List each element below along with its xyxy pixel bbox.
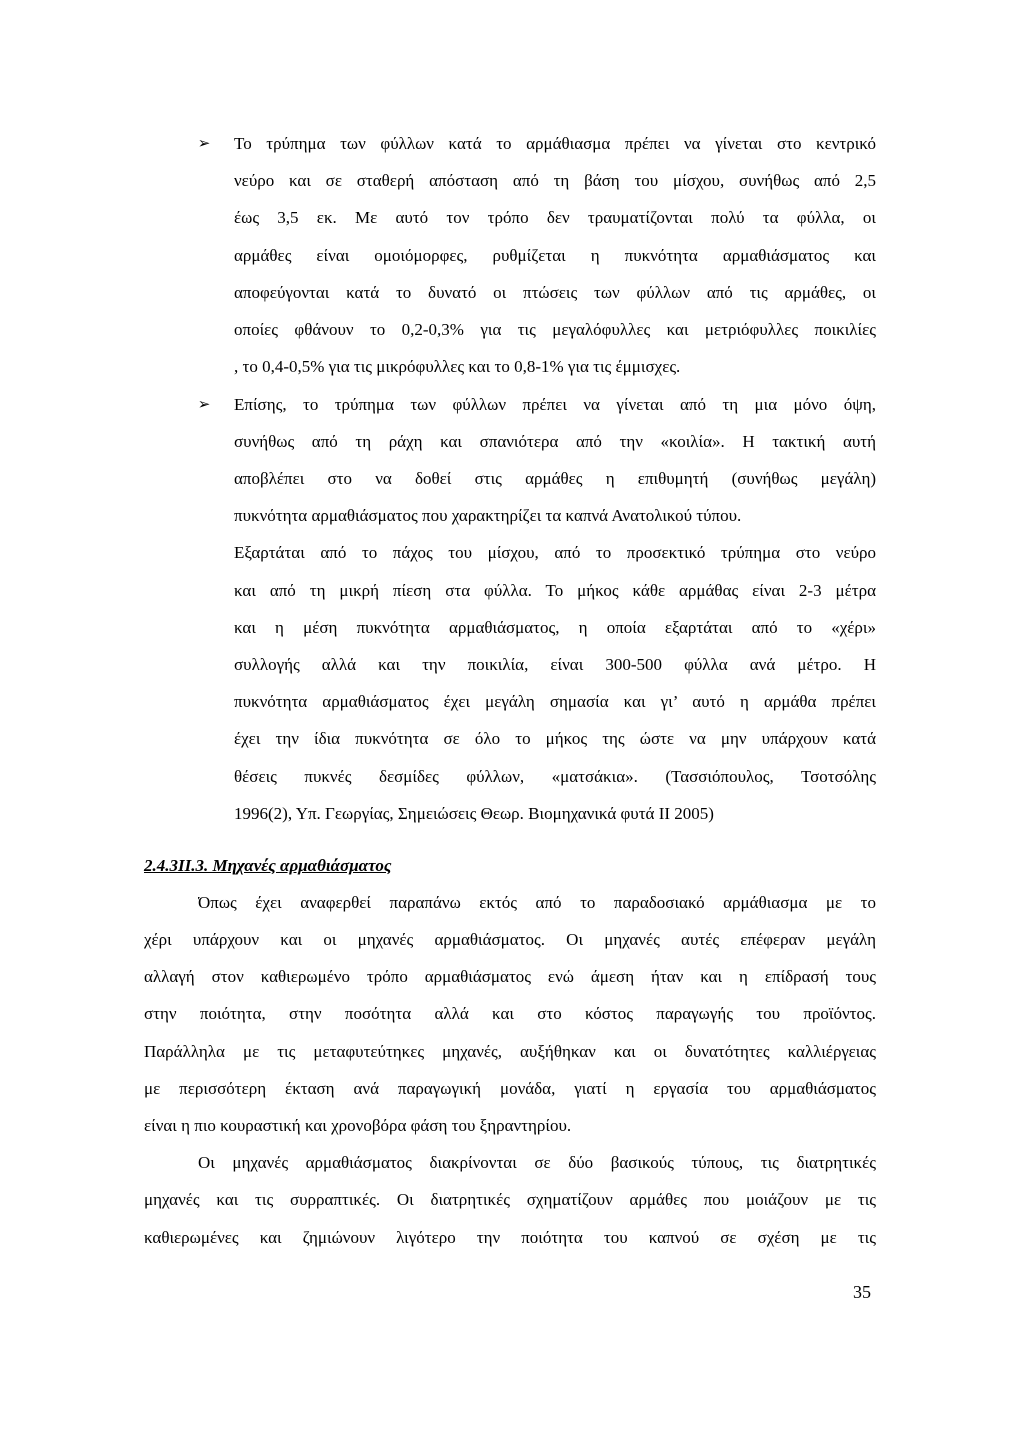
bullet-2-line-5: Εξαρτάται από το πάχος του μίσχου, από το προσεκτικό τρύπημα στο νεύρο (234, 543, 876, 562)
bullet-1-line-7: , το 0,4-0,5% για τις μικρόφυλλες και το 0,8-1% για τις έμμισχες. (234, 357, 681, 376)
bullet-1-line-5: αποφεύγονται κατά το δυνατό οι πτώσεις των φύλλων από τις αρμάθες, οι (234, 283, 876, 302)
paragraph-1-line-6: με περισσότερη έκταση ανά παραγωγική μονάδα, γιατί η εργασία του αρμαθιάσματος (144, 1079, 876, 1098)
paragraph-1-line-7: είναι η πιο κουραστική και χρονοβόρα φάση του ξηραντηρίου. (144, 1116, 572, 1135)
paragraph-1-line-2: χέρι υπάρχουν και οι μηχανές αρμαθιάσματος. Οι μηχανές αυτές επέφεραν μεγάλη (144, 930, 876, 949)
paragraph-1-line-4: στην ποιότητα, στην ποσότητα αλλά και στο κόστος παραγωγής του προϊόντος. (144, 1004, 876, 1023)
bullet-1-line-4: αρμάθες είναι ομοιόμορφες, ρυθμίζεται η πυκνότητα αρμαθιάσματος και (234, 246, 876, 265)
bullet-2-line-3: αποβλέπει στο να δοθεί στις αρμάθες η επιθυμητή (συνήθως μεγάλη) (234, 469, 876, 488)
bullet-1-line-6: οποίες φθάνουν το 0,2-0,3% για τις μεγαλόφυλλες και μετριόφυλλες ποικιλίες (234, 320, 876, 339)
paragraph-1-line-1: Όπως έχει αναφερθεί παραπάνω εκτός από το παραδοσιακό αρμάθιασμα με το (198, 893, 876, 912)
bullet-2-line-4: πυκνότητα αρμαθιάσματος που χαρακτηρίζει τα καπνά Ανατολικού τύπου. (234, 506, 742, 525)
section-heading: 2.4.3II.3. Μηχανές αρμαθιάσματος (144, 856, 392, 875)
page-number: 35 (853, 1282, 871, 1302)
bullet-2-line-7: και η μέση πυκνότητα αρμαθιάσματος, η οποία εξαρτάται από το «χέρι» (234, 618, 876, 637)
bullet-2-line-10: έχει την ίδια πυκνότητα σε όλο το μήκος της ώστε να μην υπάρχουν κατά (234, 729, 876, 748)
bullet-marker-2: ➢ (197, 397, 211, 413)
bullet-2-line-2: συνήθως από τη ράχη και σπανιότερα από την «κοιλία». Η τακτική αυτή (234, 432, 876, 451)
bullet-1-line-1: Το τρύπημα των φύλλων κατά το αρμάθιασμα πρέπει να γίνεται στο κεντρικό (234, 134, 876, 153)
paragraph-1-line-3: αλλαγή στον καθιερωμένο τρόπο αρμαθιάσματος ενώ άμεση ήταν και η επίδρασή τους (144, 967, 876, 986)
bullet-marker-1: ➢ (197, 136, 211, 152)
paragraph-2-line-3: καθιερωμένες και ζημιώνουν λιγότερο την ποιότητα του καπνού σε σχέση με τις (144, 1228, 876, 1247)
bullet-2-line-1: Επίσης, το τρύπημα των φύλλων πρέπει να γίνεται από τη μια μόνο όψη, (234, 395, 876, 414)
paragraph-2-line-1: Οι μηχανές αρμαθιάσματος διακρίνονται σε δύο βασικούς τύπους, τις διατρητικές (198, 1153, 876, 1172)
bullet-1-line-3: έως 3,5 εκ. Με αυτό τον τρόπο δεν τραυματίζονται πολύ τα φύλλα, οι (234, 208, 876, 227)
bullet-2-line-6: και από τη μικρή πίεση στα φύλλα. Το μήκος κάθε αρμάθας είναι 2-3 μέτρα (234, 581, 876, 600)
paragraph-2-line-2: μηχανές και τις συρραπτικές. Οι διατρητικές σχηματίζουν αρμάθες που μοιάζουν με τις (144, 1190, 876, 1209)
bullet-1-line-2: νεύρο και σε σταθερή απόσταση από τη βάση του μίσχου, συνήθως από 2,5 (234, 171, 876, 190)
bullet-2-line-8: συλλογής αλλά και την ποικιλία, είναι 300-500 φύλλα ανά μέτρο. Η (234, 655, 876, 674)
paragraph-1-line-5: Παράλληλα με τις μεταφυτεύτηκες μηχανές, αυξήθηκαν και οι δυνατότητες καλλιέργειας (144, 1042, 876, 1061)
bullet-2-line-9: πυκνότητα αρμαθιάσματος έχει μεγάλη σημασία και γι’ αυτό η αρμάθα πρέπει (234, 692, 876, 711)
bullet-2-line-12: 1996(2), Υπ. Γεωργίας, Σημειώσεις Θεωρ. Βιομηχανικά φυτά ΙΙ 2005) (234, 804, 714, 823)
bullet-2-line-11: θέσεις πυκνές δεσμίδες φύλλων, «ματσάκια». (Τασσιόπουλος, Τσοτσόλης (234, 767, 876, 786)
